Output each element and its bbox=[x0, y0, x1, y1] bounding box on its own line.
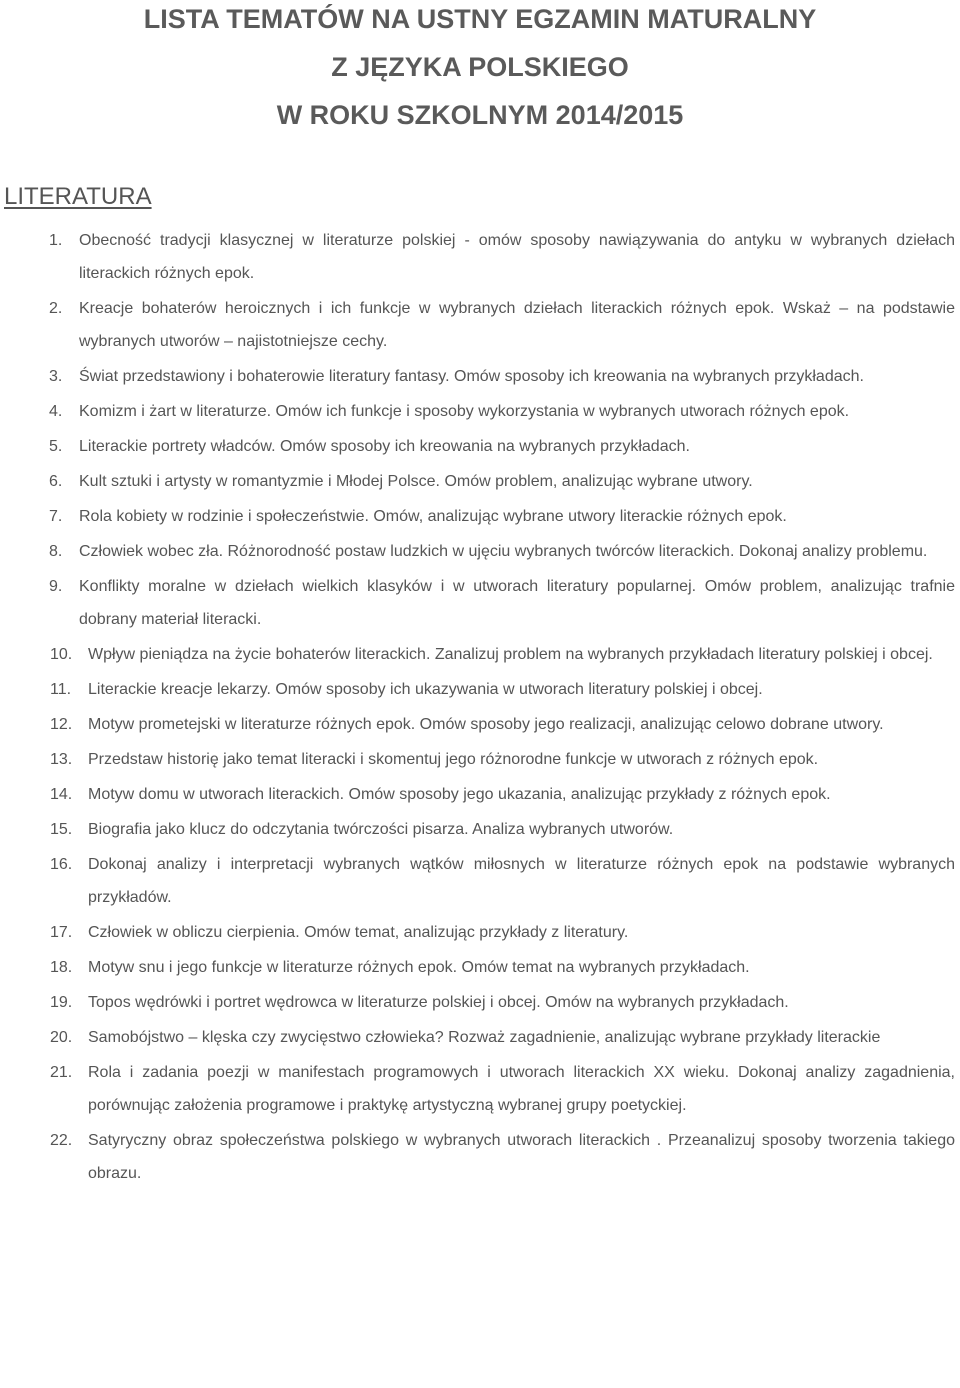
item-number: 19. bbox=[50, 994, 73, 1011]
list-item bbox=[0, 292, 960, 358]
item-text: Literackie kreacje lekarzy. Omów sposoby ich ukazywania w utworach literatury polskiej i obcej. bbox=[88, 681, 763, 698]
list-item bbox=[0, 395, 960, 428]
list-item bbox=[0, 743, 960, 776]
item-text: Motyw prometejski w literaturze różnych epok. Omów sposoby jego realizacji, analizując celowo dobrane utwory. bbox=[88, 716, 884, 733]
item-text: Kult sztuki i artysty w romantyzmie i Młodej Polsce. Omów problem, analizując wybrane utwory. bbox=[79, 473, 753, 490]
item-number: 18. bbox=[50, 959, 73, 976]
list-item bbox=[0, 1056, 960, 1122]
item-text: Satyryczny obraz społeczeństwa polskiego w wybranych utworach literackich . Przeanalizuj sposoby tworzenia takiego obrazu. bbox=[88, 1132, 955, 1182]
item-number: 13. bbox=[50, 751, 73, 768]
list-item bbox=[0, 465, 960, 498]
item-text: Rola i zadania poezji w manifestach programowych i utworach literackich XX wieku. Dokonaj analizy zagadnienia, porównując założenia programowe i praktykę artystyczną wybranej grupy poetyckiej. bbox=[88, 1064, 955, 1114]
item-number: 20. bbox=[50, 1029, 73, 1046]
item-number: 6. bbox=[49, 473, 63, 490]
item-text: Przedstaw historię jako temat literacki i skomentuj jego różnorodne funkcje w utworach z różnych epok. bbox=[88, 751, 819, 768]
item-text: Człowiek wobec zła. Różnorodność postaw ludzkich w ujęciu wybranych twórców literackich. Dokonaj analizy problemu. bbox=[79, 543, 928, 560]
list-item bbox=[0, 430, 960, 463]
item-text: Kreacje bohaterów heroicznych i ich funkcje w wybranych dziełach literackich różnych epok. Wskaż – na podstawie wybranych utworów – najistotniejsze cechy. bbox=[79, 300, 955, 350]
item-number: 10. bbox=[50, 646, 73, 663]
list-item bbox=[0, 638, 960, 671]
list-item bbox=[0, 1124, 960, 1190]
item-number: 5. bbox=[49, 438, 63, 455]
list-item bbox=[0, 951, 960, 984]
list-item bbox=[0, 848, 960, 914]
item-number: 12. bbox=[50, 716, 73, 733]
list-item bbox=[0, 986, 960, 1019]
item-number: 2. bbox=[49, 300, 63, 317]
list-item bbox=[0, 1021, 960, 1054]
item-text: Topos wędrówki i portret wędrowca w literaturze polskiej i obcej. Omów na wybranych przykładach. bbox=[88, 994, 789, 1011]
item-text: Biografia jako klucz do odczytania twórczości pisarza. Analiza wybranych utworów. bbox=[88, 821, 674, 838]
item-text: Człowiek w obliczu cierpienia. Omów temat, analizując przykłady z literatury. bbox=[88, 924, 629, 941]
item-text: Rola kobiety w rodzinie i społeczeństwie. Omów, analizując wybrane utwory literackie różnych epok. bbox=[79, 508, 787, 525]
item-number: 14. bbox=[50, 786, 73, 803]
item-text: Konflikty moralne w dziełach wielkich klasyków i w utworach literatury popularnej. Omów problem, analizując trafnie dobrany materiał literacki. bbox=[79, 578, 955, 628]
item-text: Wpływ pieniądza na życie bohaterów literackich. Zanalizuj problem na wybranych przykładach literatury polskiej i obcej. bbox=[88, 646, 933, 663]
section-heading-literatura: LITERATURA bbox=[4, 183, 152, 210]
item-number: 22. bbox=[50, 1132, 73, 1149]
page-title-line-2: Z JĘZYKA POLSKIEGO bbox=[331, 52, 629, 82]
item-text: Obecność tradycji klasycznej w literaturze polskiej - omów sposoby nawiązywania do antyku w wybranych dziełach literackich różnych epok. bbox=[79, 232, 955, 282]
list-item bbox=[0, 570, 960, 636]
item-text: Literackie portrety władców. Omów sposoby ich kreowania na wybranych przykładach. bbox=[79, 438, 690, 455]
item-text: Samobójstwo – klęska czy zwycięstwo człowieka? Rozważ zagadnienie, analizując wybrane przykłady literackie bbox=[88, 1029, 881, 1046]
item-number: 7. bbox=[49, 508, 63, 525]
item-number: 15. bbox=[50, 821, 73, 838]
list-item bbox=[0, 673, 960, 706]
item-number: 4. bbox=[49, 403, 63, 420]
page-title-line-1: LISTA TEMATÓW NA USTNY EGZAMIN MATURALNY bbox=[143, 4, 817, 34]
list-item bbox=[0, 360, 960, 393]
item-number: 8. bbox=[49, 543, 63, 560]
item-text: Komizm i żart w literaturze. Omów ich funkcje i sposoby wykorzystania w wybranych utworach różnych epok. bbox=[79, 403, 850, 420]
item-number: 21. bbox=[50, 1064, 73, 1081]
list-item bbox=[0, 535, 960, 568]
item-text: Dokonaj analizy i interpretacji wybranych wątków miłosnych w literaturze różnych epok na podstawie wybranych przykładów. bbox=[88, 856, 955, 906]
item-number: 3. bbox=[49, 368, 63, 385]
list-item bbox=[0, 916, 960, 949]
item-number: 17. bbox=[50, 924, 73, 941]
list-item bbox=[0, 813, 960, 846]
list-item bbox=[0, 778, 960, 811]
item-text: Motyw snu i jego funkcje w literaturze różnych epok. Omów temat na wybranych przykładach. bbox=[88, 959, 750, 976]
list-item bbox=[0, 224, 960, 290]
item-number: 11. bbox=[50, 681, 72, 698]
item-text: Świat przedstawiony i bohaterowie literatury fantasy. Omów sposoby ich kreowania na wybranych przykładach. bbox=[79, 368, 864, 385]
item-text: Motyw domu w utworach literackich. Omów sposoby jego ukazania, analizując przykłady z różnych epok. bbox=[88, 786, 831, 803]
page-title-line-3: W ROKU SZKOLNYM 2014/2015 bbox=[276, 100, 684, 130]
item-number: 1. bbox=[49, 232, 63, 249]
topic-list bbox=[0, 224, 960, 1192]
list-item bbox=[0, 500, 960, 533]
item-number: 9. bbox=[49, 578, 63, 595]
list-item bbox=[0, 708, 960, 741]
item-number: 16. bbox=[50, 856, 73, 873]
